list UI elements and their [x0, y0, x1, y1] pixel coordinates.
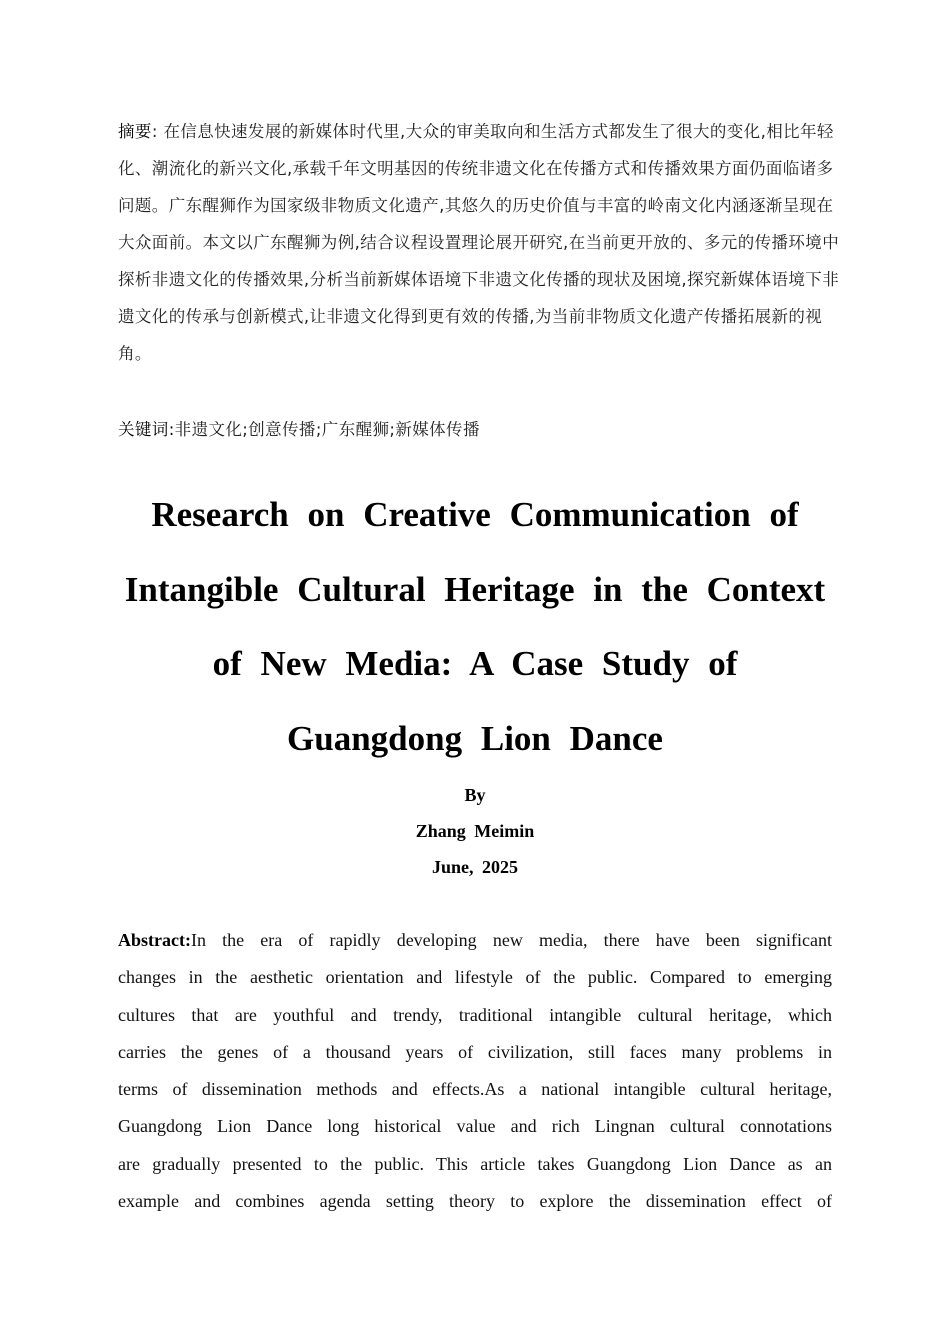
chinese-abstract-text: 在信息快速发展的新媒体时代里,大众的审美取向和生活方式都发生了很大的变化,相比年轻化、潮流化的新兴文化,承载千年文明基因的传统非遗文化在传播方式和传播效果方面仍面临诸多问题。广东醒狮作为国家级非物质文化遗产,其悠久的历史价值与丰富的岭南文化内涵逐渐呈现在大众面前。本文以广东醒狮为例,结合议程设置理论展开研究,在当前更开放的、多元的传播环境中探析非遗文化的传播效果,分析当前新媒体语境下非遗文化传播的现状及困境,探究新媒体语境下非遗文化的传承与创新模式,让非遗文化得到更有效的传播,为当前非物质文化遗产传播拓展新的视角。: [118, 122, 840, 363]
english-abstract: [118, 922, 832, 1220]
english-abstract-line: Guangdong Lion Dance long historical value and rich Lingnan cultural connotations: [118, 1116, 832, 1137]
english-abstract-line: In the era of rapidly developing new media, there have been significant: [190, 930, 832, 950]
publication-date: June, 2025: [431, 857, 518, 877]
chinese-keywords-label: 关键词:: [118, 420, 175, 439]
english-abstract-line-first: [118, 922, 832, 959]
paper-title-line: Research on Creative Communication of: [151, 495, 799, 534]
english-abstract-label: Abstract:: [118, 930, 191, 950]
english-abstract-line: carries the genes of a thousand years of civilization, still faces many problems in: [118, 1041, 832, 1062]
byline-by: By: [464, 785, 486, 805]
paper-title-line: Guangdong Lion Dance: [287, 718, 663, 758]
chinese-abstract: [118, 113, 840, 372]
chinese-keywords: [118, 411, 840, 448]
chinese-abstract-label: 摘要: [118, 122, 152, 141]
paper-title: [110, 478, 840, 776]
english-abstract-line: example and combines agenda setting theory to explore the dissemination effect of: [118, 1191, 832, 1212]
chinese-keywords-text: 非遗文化;创意传播;广东醒狮;新媒体传播: [174, 420, 480, 439]
paper-title-line: of New Media: A Case Study of: [212, 644, 738, 683]
english-abstract-line: are gradually presented to the public. This article takes Guangdong Lion Dance as an: [118, 1153, 832, 1174]
english-abstract-line: changes in the aesthetic orientation and lifestyle of the public. Compared to emerging: [118, 967, 832, 988]
chinese-abstract-separator: :: [151, 122, 158, 141]
english-abstract-line: terms of dissemination methods and effects.As a national intangible cultural heritage,: [118, 1079, 832, 1100]
paper-title-line: Intangible Cultural Heritage in the Context: [124, 569, 826, 609]
english-abstract-line: cultures that are youthful and trendy, traditional intangible cultural heritage, which: [118, 1004, 832, 1025]
author-name: Zhang Meimin: [415, 821, 535, 841]
